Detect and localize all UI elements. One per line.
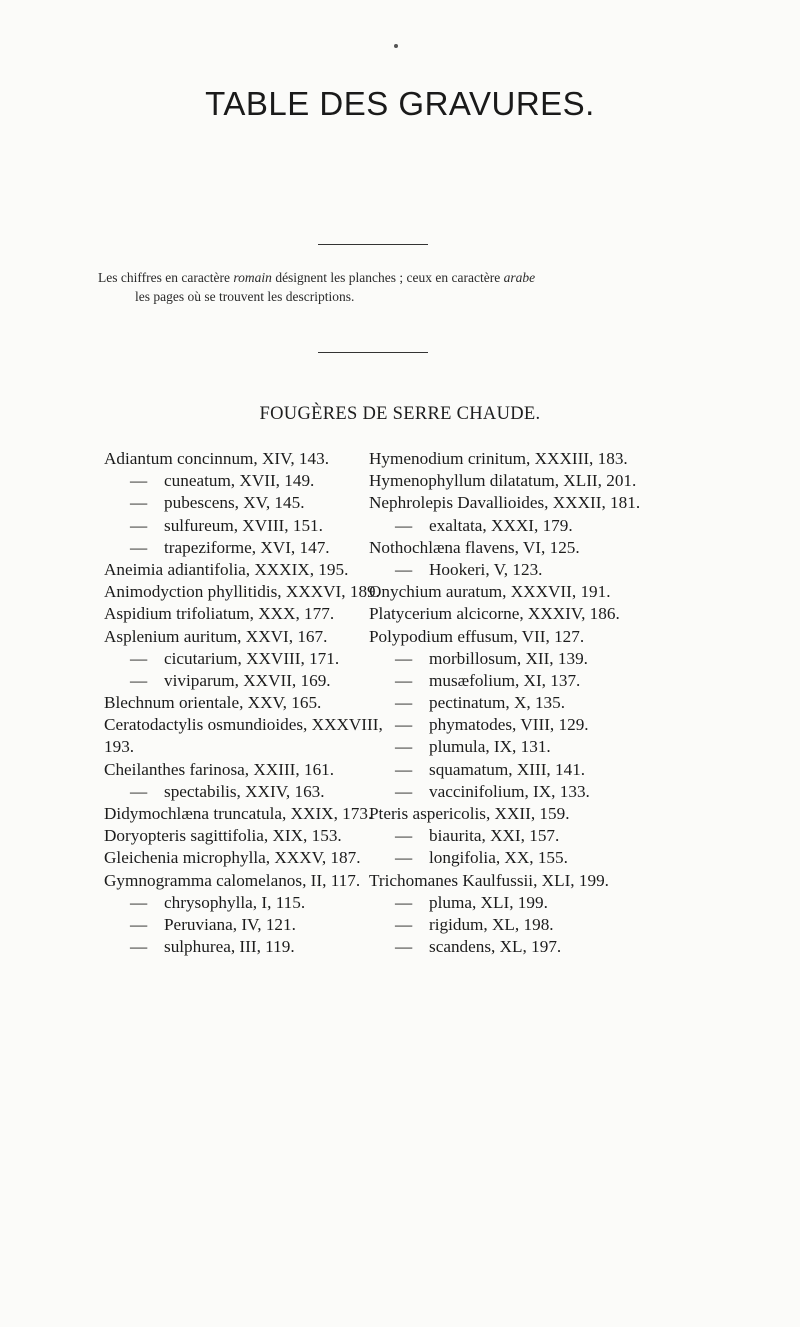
index-entry-text: phymatodes, VIII, 129.: [429, 715, 589, 735]
index-entry-text: Nothochlæna flavens, VI, 125.: [369, 537, 580, 557]
index-entry-text: Gymnogramma calomelanos, II, 117.: [104, 870, 361, 890]
ditto-dash: —: [395, 848, 413, 868]
index-entry: [369, 870, 769, 892]
ditto-dash: —: [130, 937, 148, 957]
ditto-dash: —: [395, 737, 413, 757]
index-entry-text: Doryopteris sagittifolia, XIX, 153.: [104, 826, 342, 846]
ditto-dash: —: [395, 559, 413, 579]
index-entry-text: morbillosum, XII, 139.: [429, 648, 588, 668]
index-entry: [369, 781, 769, 803]
index-entry: [369, 648, 769, 670]
index-entry-text: trapeziforme, XVI, 147.: [164, 537, 330, 557]
index-entry-text: Nephrolepis Davallioides, XXXII, 181.: [369, 493, 641, 513]
index-entry: [369, 626, 769, 648]
ditto-dash: —: [130, 892, 148, 912]
index-entry-text: Animodyction phyllitidis, XXXVI, 189.: [104, 582, 380, 602]
index-entry: [369, 559, 769, 581]
index-entry-text: 193.: [104, 737, 135, 757]
index-entry-text: Onychium auratum, XXXVII, 191.: [369, 582, 611, 602]
index-entry-text: Peruviana, IV, 121.: [164, 914, 296, 934]
index-entry-text: Adiantum concinnum, XIV, 143.: [104, 449, 330, 468]
index-entry: [369, 448, 769, 470]
ditto-dash: —: [395, 826, 413, 846]
index-entry-text: Trichomanes Kaulfussii, XLI, 199.: [369, 870, 609, 890]
index-entry-text: Aspidium trifoliatum, XXX, 177.: [104, 604, 335, 624]
index-entry-text: Ceratodactylis osmundioides, XXXVIII,: [104, 715, 383, 735]
ink-speck: [394, 44, 398, 48]
index-entry-text: Gleichenia microphylla, XXXV, 187.: [104, 848, 361, 868]
index-entry: [369, 537, 769, 559]
divider-top: [318, 244, 428, 245]
note-line-2: les pages où se trouvent les descriptions.: [135, 289, 355, 304]
index-entry-text: Hymenophyllum dilatatum, XLII, 201.: [369, 471, 637, 491]
index-entry: [369, 803, 769, 825]
ditto-dash: —: [130, 648, 148, 668]
index-entry: [369, 581, 769, 603]
ditto-dash: —: [130, 471, 148, 491]
index-entry-text: spectabilis, XXIV, 163.: [164, 781, 325, 801]
index-entry: [369, 825, 769, 847]
note-roman-word: romain: [233, 270, 272, 285]
ditto-dash: —: [130, 670, 148, 690]
index-column-right: [369, 448, 769, 958]
index-entry-text: Hookeri, V, 123.: [429, 559, 543, 579]
ditto-dash: —: [395, 937, 413, 957]
index-entry: [369, 736, 769, 758]
index-entry-text: scandens, XL, 197.: [429, 937, 562, 957]
index-entry-text: rigidum, XL, 198.: [429, 914, 554, 934]
index-entry-text: viviparum, XXVII, 169.: [164, 670, 331, 690]
index-entry-text: cuneatum, XVII, 149.: [164, 471, 315, 491]
ditto-dash: —: [395, 781, 413, 801]
index-entry-text: Polypodium effusum, VII, 127.: [369, 626, 585, 646]
index-entry-text: sulphurea, III, 119.: [164, 937, 295, 957]
index-entry-text: Aneimia adiantifolia, XXXIX, 195.: [104, 559, 349, 579]
divider-bottom: [318, 352, 428, 353]
ditto-dash: —: [395, 914, 413, 934]
ditto-dash: —: [395, 515, 413, 535]
note-text-middle: désignent les planches ; ceux en caractère: [271, 270, 504, 285]
note-text-start: Les chiffres en caractère: [98, 270, 234, 285]
section-title: FOUGÈRES DE SERRE CHAUDE.: [259, 404, 541, 424]
index-entry-text: plumula, IX, 131.: [429, 737, 551, 757]
index-entry: [369, 492, 769, 514]
ditto-dash: —: [395, 648, 413, 668]
index-entry-text: exaltata, XXXI, 179.: [429, 515, 573, 535]
ditto-dash: —: [130, 781, 148, 801]
ditto-dash: —: [395, 759, 413, 779]
index-entry: [369, 692, 769, 714]
index-entry-text: Platycerium alcicorne, XXXIV, 186.: [369, 604, 620, 624]
index-entry-text: Cheilanthes farinosa, XXIII, 161.: [104, 759, 335, 779]
note-arabic-word: arabe: [503, 270, 536, 285]
explanatory-note: [98, 268, 748, 306]
index-entry-text: Hymenodium crinitum, XXXIII, 183.: [369, 449, 628, 468]
index-entry-text: Blechnum orientale, XXV, 165.: [104, 693, 322, 713]
index-entry-text: Pteris aspericolis, XXII, 159.: [369, 804, 570, 823]
index-entry-text: longifolia, XX, 155.: [429, 848, 568, 868]
ditto-dash: —: [130, 493, 148, 513]
ditto-dash: —: [395, 693, 413, 713]
index-entry: [369, 670, 769, 692]
ditto-dash: —: [395, 670, 413, 690]
index-entry-text: squamatum, XIII, 141.: [429, 759, 586, 779]
index-entry: [369, 714, 769, 736]
page-title: TABLE DES GRAVURES.: [205, 85, 595, 122]
index-entry-text: Asplenium auritum, XXVI, 167.: [104, 626, 328, 646]
index-entry: [369, 847, 769, 869]
index-entry: [369, 892, 769, 914]
index-entry: [369, 470, 769, 492]
index-entry-text: biaurita, XXI, 157.: [429, 826, 560, 846]
index-entry: [369, 936, 769, 958]
ditto-dash: —: [395, 715, 413, 735]
index-entry-text: pubescens, XV, 145.: [164, 493, 305, 513]
index-entry-text: Didymochlæna truncatula, XXIX, 173.: [104, 804, 373, 823]
ditto-dash: —: [395, 892, 413, 912]
index-entry-text: chrysophylla, I, 115.: [164, 892, 306, 912]
index-entry-text: pluma, XLI, 199.: [429, 892, 548, 912]
ditto-dash: —: [130, 914, 148, 934]
ditto-dash: —: [130, 537, 148, 557]
index-entry-text: musæfolium, XI, 137.: [429, 670, 581, 690]
index-entry: [369, 515, 769, 537]
ditto-dash: —: [130, 515, 148, 535]
index-entry-text: cicutarium, XXVIII, 171.: [164, 648, 340, 668]
index-entry-text: sulfureum, XVIII, 151.: [164, 515, 323, 535]
index-entry-text: vaccinifolium, IX, 133.: [429, 781, 590, 801]
index-entry: [369, 914, 769, 936]
index-entry-text: pectinatum, X, 135.: [429, 693, 566, 713]
index-entry: [369, 603, 769, 625]
index-entry: [369, 759, 769, 781]
